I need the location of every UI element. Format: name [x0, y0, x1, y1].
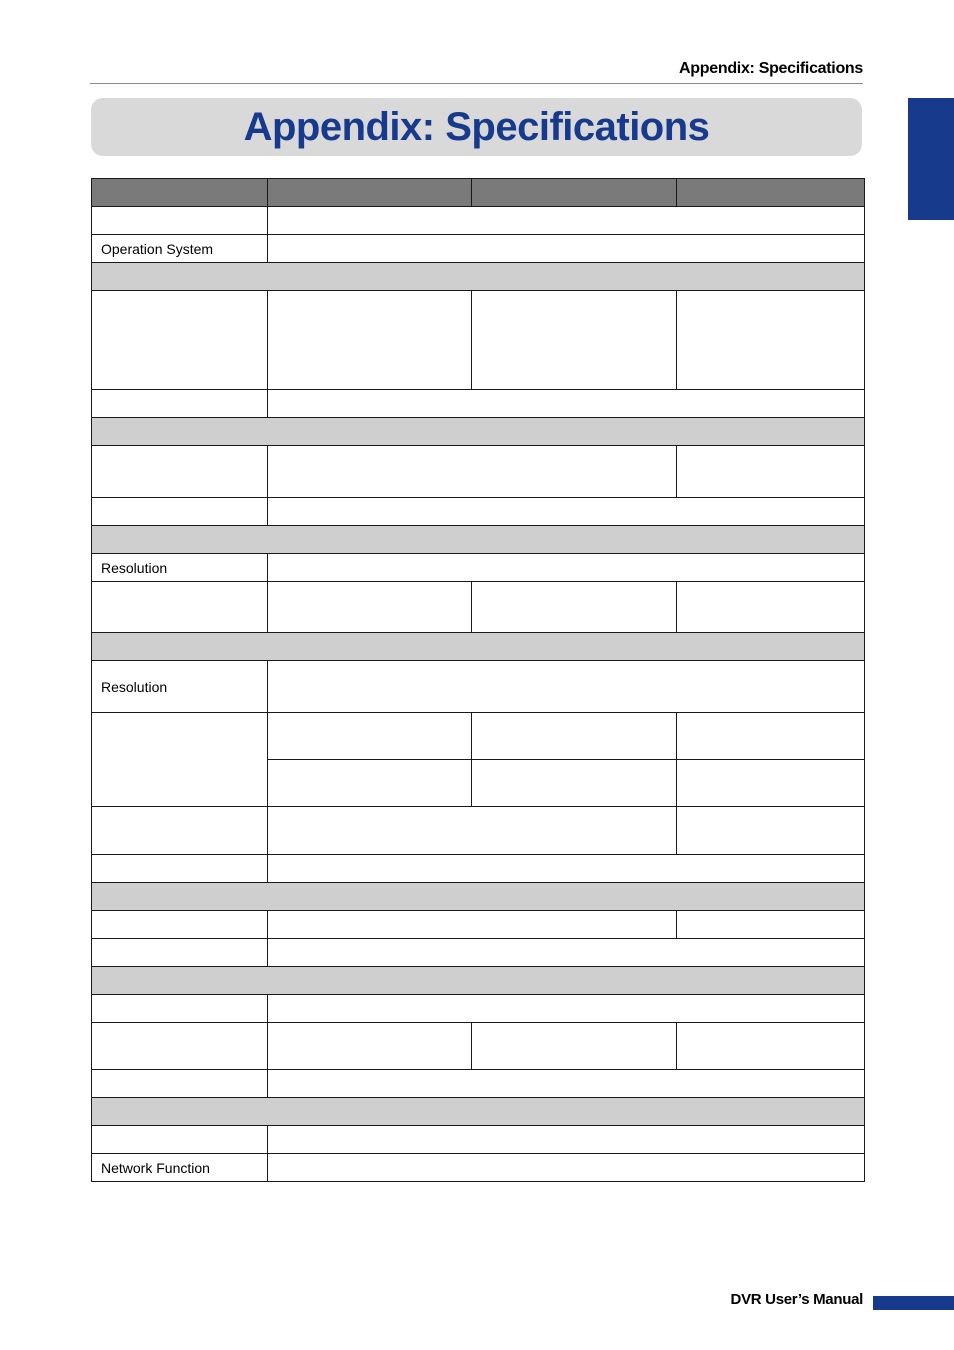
label-cell [92, 207, 268, 235]
value-cell [268, 390, 865, 418]
value-cell [472, 582, 677, 633]
value-cell [677, 446, 865, 498]
label-cell [92, 939, 268, 967]
table-row [92, 1126, 865, 1154]
label-cell [92, 807, 268, 855]
running-header: Appendix: Specifications [679, 60, 863, 77]
value-cell [472, 760, 677, 807]
table-row [92, 1154, 865, 1182]
label-cell: Network Function [92, 1154, 268, 1182]
table-row [92, 582, 865, 633]
value-cell [472, 1023, 677, 1070]
table-row [92, 807, 865, 855]
footer-manual-name: DVR User’s Manual [730, 1291, 863, 1308]
header-cell [472, 179, 677, 207]
value-cell [268, 1023, 472, 1070]
label-cell [92, 582, 268, 633]
value-cell [268, 235, 865, 263]
table-row [92, 855, 865, 883]
spec-table [91, 178, 865, 1182]
value-cell [268, 760, 472, 807]
value-cell [677, 713, 865, 760]
value-cell [268, 446, 677, 498]
label-cell [92, 498, 268, 526]
table-row [92, 939, 865, 967]
section-row [92, 1098, 865, 1126]
label-cell [92, 995, 268, 1023]
section-row [92, 967, 865, 995]
table-row [92, 1023, 865, 1070]
value-cell [268, 995, 865, 1023]
section-row [92, 526, 865, 554]
table-row [92, 390, 865, 418]
value-cell [268, 554, 865, 582]
label-cell [92, 1126, 268, 1154]
header-cell [92, 179, 268, 207]
section-cell [92, 967, 865, 995]
value-cell [677, 807, 865, 855]
label-cell: Operation System [92, 235, 268, 263]
value-cell [268, 1070, 865, 1098]
label-cell [92, 446, 268, 498]
value-cell [268, 582, 472, 633]
table-row [92, 554, 865, 582]
table-row [92, 498, 865, 526]
value-cell [677, 760, 865, 807]
page-title: Appendix: Specifications [243, 104, 710, 149]
value-cell [677, 911, 865, 939]
value-cell [268, 1154, 865, 1182]
label-cell: Resolution [92, 554, 268, 582]
section-cell [92, 633, 865, 661]
value-cell [268, 713, 472, 760]
table-row [92, 911, 865, 939]
value-cell [472, 291, 677, 390]
table-row [92, 713, 865, 760]
value-cell [268, 291, 472, 390]
table-row [92, 661, 865, 713]
header-divider [90, 83, 863, 84]
table-header-row [92, 179, 865, 207]
label-cell [92, 911, 268, 939]
table-row [92, 1070, 865, 1098]
value-cell [268, 807, 677, 855]
value-cell [268, 498, 865, 526]
header-cell [268, 179, 472, 207]
section-cell [92, 526, 865, 554]
value-cell [472, 713, 677, 760]
value-cell [268, 855, 865, 883]
value-cell [677, 1023, 865, 1070]
value-cell [268, 911, 677, 939]
value-cell [677, 291, 865, 390]
section-row [92, 263, 865, 291]
value-cell [677, 582, 865, 633]
label-cell [92, 713, 268, 807]
label-cell [92, 390, 268, 418]
footer-accent-bar [873, 1296, 954, 1310]
label-cell [92, 1070, 268, 1098]
label-cell [92, 855, 268, 883]
section-cell [92, 1098, 865, 1126]
chapter-tab [908, 98, 954, 220]
section-row [92, 883, 865, 911]
table-row [92, 291, 865, 390]
table-row [92, 446, 865, 498]
section-row [92, 633, 865, 661]
label-cell [92, 1023, 268, 1070]
header-cell [677, 179, 865, 207]
value-cell [268, 207, 865, 235]
label-cell [92, 291, 268, 390]
table-row [92, 995, 865, 1023]
section-row [92, 418, 865, 446]
section-cell [92, 883, 865, 911]
label-cell: Resolution [92, 661, 268, 713]
section-cell [92, 418, 865, 446]
title-banner [91, 98, 862, 156]
table-row [92, 207, 865, 235]
value-cell [268, 1126, 865, 1154]
value-cell [268, 661, 865, 713]
table-row [92, 235, 865, 263]
value-cell [268, 939, 865, 967]
section-cell [92, 263, 865, 291]
